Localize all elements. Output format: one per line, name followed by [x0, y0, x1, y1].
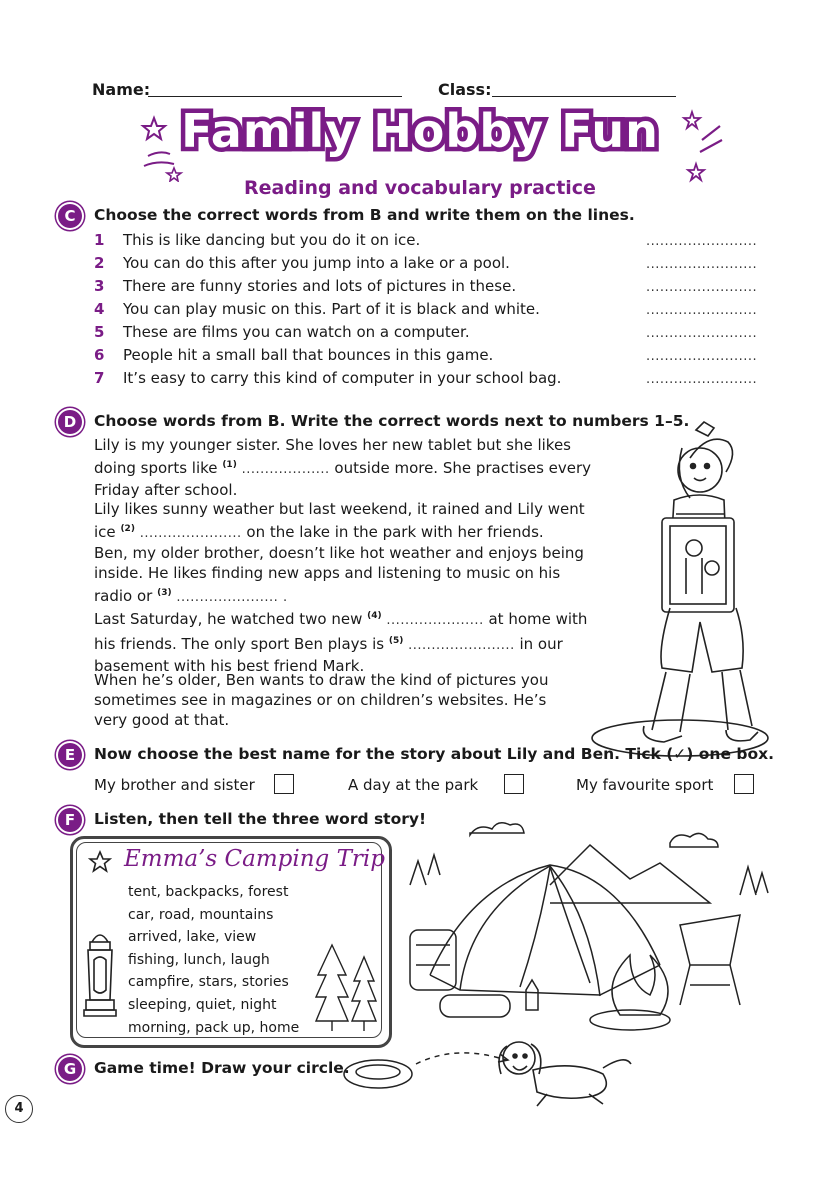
page-title: Family Hobby Fun: [181, 104, 659, 158]
item-text: You can play music on this. Part of it is black and white.: [123, 300, 540, 318]
answer-line[interactable]: ........................: [646, 280, 758, 295]
option-label: A day at the park: [348, 776, 479, 794]
item-text: It’s easy to carry this kind of computer in your school bag.: [123, 369, 562, 387]
story-paragraph-1: [94, 435, 594, 500]
paragraph-text: at home with his friends. The only sport Ben plays is: [94, 610, 588, 653]
answer-line[interactable]: ........................: [646, 349, 758, 364]
page-number: 4: [5, 1095, 33, 1123]
girl-illustration: [590, 418, 775, 763]
list-item: campfire, stars, stories: [128, 974, 289, 991]
page-subtitle: Reading and vocabulary practice: [244, 177, 596, 199]
item-number: 4: [94, 300, 105, 318]
gap-number: (4): [367, 611, 382, 621]
list-item: tent, backpacks, forest: [128, 884, 289, 900]
gap-line[interactable]: ......................: [139, 526, 242, 541]
paragraph-text: Last Saturday, he watched two new: [94, 610, 363, 628]
story-paragraph-4: [94, 606, 594, 676]
section-f-badge: F: [58, 808, 82, 832]
gap-number: (3): [157, 588, 172, 598]
option-label: My favourite sport: [576, 776, 714, 794]
item-number: 2: [94, 254, 105, 272]
list-item: [94, 231, 774, 254]
lantern-icon: [78, 930, 122, 1030]
section-f-instruction: Listen, then tell the three word story!: [94, 810, 427, 828]
answer-line[interactable]: ........................: [646, 372, 758, 387]
dog-illustration: [485, 1032, 645, 1112]
answer-line[interactable]: ........................: [646, 234, 758, 249]
list-item: sleeping, quiet, night: [128, 996, 277, 1013]
section-c-badge: C: [58, 204, 82, 228]
story-paragraph-5: When he’s older, Ben wants to draw the kind of pictures you sometimes see in magazines or on children’s websites. He’s very good at that.: [94, 671, 549, 729]
section-d-instruction: Choose words from B. Write the correct words next to numbers 1–5.: [94, 412, 690, 430]
paragraph-text: Ben, my older brother, doesn’t like hot weather and enjoys being inside. He likes finding new apps and listening to music on his radio or: [94, 544, 584, 605]
gap-number: (5): [388, 636, 404, 646]
item-number: 6: [94, 346, 105, 364]
story-card-title: Emma’s Camping Trip: [124, 846, 386, 872]
tick-box[interactable]: [274, 774, 294, 794]
gap-number: (1): [222, 460, 237, 470]
list-item: [94, 300, 774, 323]
paragraph-text: on the lake in the park with her friends.: [246, 523, 544, 541]
name-label: Name:: [92, 80, 151, 99]
class-label: Class:: [438, 80, 492, 99]
gap-line[interactable]: ...................... .: [176, 590, 288, 605]
list-item: morning, pack up, home: [128, 1019, 300, 1036]
story-paragraph-2: [94, 499, 594, 544]
trees-icon: [312, 935, 382, 1035]
gap-line[interactable]: .....................: [386, 613, 484, 628]
answer-line[interactable]: ........................: [646, 326, 758, 341]
section-c-list: [94, 231, 774, 392]
paragraph-text: Lily likes sunny weather but last weekend, it rained and Lily went ice: [94, 500, 585, 541]
gap-number: (2): [120, 524, 135, 534]
list-item: [94, 346, 774, 369]
answer-line[interactable]: ........................: [646, 303, 758, 318]
option-label: My brother and sister: [94, 776, 255, 794]
item-number: 3: [94, 277, 105, 295]
list-item: fishing, lunch, laugh: [128, 951, 270, 968]
item-text: People hit a small ball that bounces in this game.: [123, 346, 494, 364]
name-line[interactable]: [148, 96, 402, 97]
story-paragraph-3: [94, 543, 594, 608]
list-item: [94, 277, 774, 300]
item-text: You can do this after you jump into a lake or a pool.: [123, 254, 510, 272]
item-number: 5: [94, 323, 105, 341]
list-item: car, road, mountains: [128, 906, 274, 923]
section-g-badge: G: [58, 1057, 82, 1081]
gap-line[interactable]: .......................: [408, 638, 515, 653]
item-text: These are films you can watch on a computer.: [123, 323, 470, 341]
gap-line[interactable]: ...................: [241, 462, 330, 477]
section-e-badge: E: [58, 743, 82, 767]
tick-box[interactable]: [504, 774, 524, 794]
item-text: There are funny stories and lots of pictures in these.: [123, 277, 517, 295]
item-number: 1: [94, 231, 105, 249]
class-line[interactable]: [492, 96, 676, 97]
section-g-instruction: Game time! Draw your circle.: [94, 1059, 350, 1077]
paragraph-text: in our basement with his best friend Mark.: [94, 635, 563, 675]
section-d-badge: D: [58, 410, 82, 434]
list-item: [94, 369, 774, 392]
paragraph-text: outside more. She practises every Friday after school.: [94, 459, 592, 499]
section-c-instruction: Choose the correct words from B and write them on the lines.: [94, 206, 635, 224]
paragraph-text: Lily is my younger sister. She loves her new tablet but she likes doing sports like: [94, 436, 571, 477]
tick-box[interactable]: [734, 774, 754, 794]
item-number: 7: [94, 369, 105, 387]
tent-illustration: [400, 815, 780, 1050]
list-item: [94, 323, 774, 346]
star-icon: [88, 850, 112, 874]
item-text: This is like dancing but you do it on ice.: [123, 231, 421, 249]
answer-line[interactable]: ........................: [646, 257, 758, 272]
section-e-instruction: Now choose the best name for the story about Lily and Ben. Tick (✓) one box.: [94, 745, 774, 763]
list-item: [94, 254, 774, 277]
list-item: arrived, lake, view: [128, 929, 257, 946]
word-list: [128, 881, 299, 1039]
